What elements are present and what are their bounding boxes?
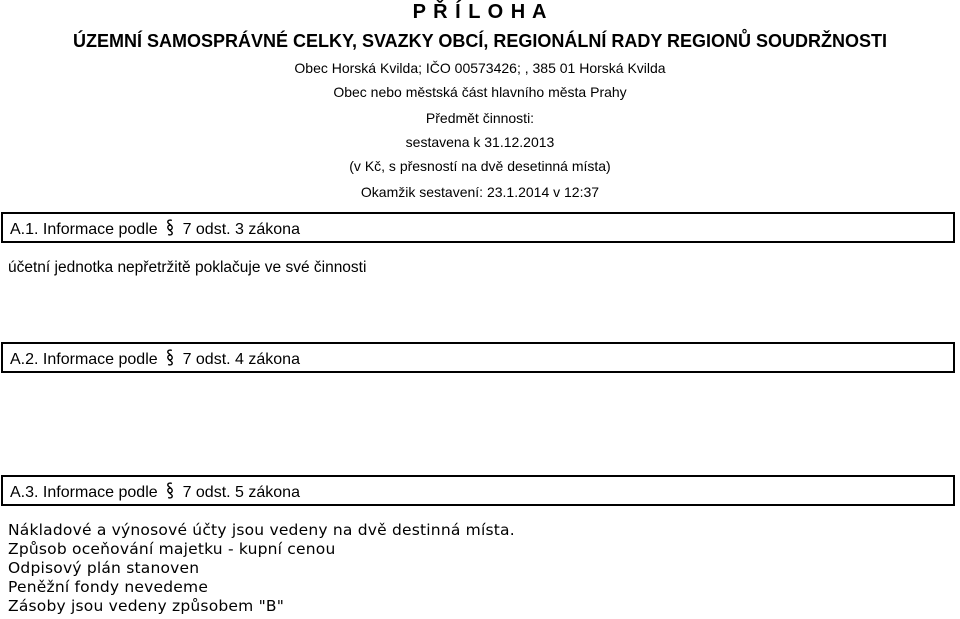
section-a1-label-before: Informace podle [42,221,158,238]
section-a3-header [1,475,955,506]
section-a3-body-line: Nákladové a výnosové účty jsou vedeny na dvě destinná místa. [8,521,515,539]
section-a2-label-before: Informace podle [42,351,158,368]
currency-note: (v Kč, s přesností na dvě desetinná místa) [349,158,611,174]
compiled-as-of: sestavena k 31.12.2013 [405,134,555,150]
paragraph-icon [166,349,174,366]
section-a1-body-line: účetní jednotka nepřetržitě poklačuje ve své činnosti [8,259,367,276]
entity-type: Obec nebo městská část hlavního města Prahy [333,84,627,100]
section-a2-code: A.2. [10,351,39,368]
document-subtitle: ÚZEMNÍ SAMOSPRÁVNÉ CELKY, SVAZKY OBCÍ, REGIONÁLNÍ RADY REGIONŮ SOUDRŽNOSTI [72,31,888,51]
section-a1-label-after: 7 odst. 3 zákona [182,221,300,238]
section-a3-label-before: Informace podle [42,484,158,501]
section-a2-label-after: 7 odst. 4 zákona [182,351,300,368]
paragraph-icon [166,219,174,236]
section-a3-label-after: 7 odst. 5 zákona [182,484,300,501]
section-a3-body-line: Zásoby jsou vedeny způsobem "B" [8,597,285,615]
section-a3-body-line: Peněžní fondy nevedeme [8,578,209,596]
section-a3-label [10,482,300,502]
document-title: P Ř Í L O H A [412,1,548,23]
section-a3-body-line: Způsob oceňování majetku - kupní cenou [8,540,336,558]
section-a3-body-line: Odpisový plán stanoven [8,559,200,577]
section-a1-header [1,212,955,243]
entity-line: Obec Horská Kvilda; IČO 00573426; , 385 01 Horská Kvilda [294,60,666,76]
section-a3-code: A.3. [10,484,39,501]
activity-label: Předmět činnosti: [425,110,535,126]
section-a2-header [1,342,955,373]
section-a1-code: A.1. [10,221,39,238]
section-a2-label [10,349,300,369]
section-a1-label [10,219,300,239]
paragraph-icon [166,482,174,499]
section-a3-body [8,521,515,616]
compiled-at: Okamžik sestavení: 23.1.2014 v 12:37 [360,184,600,200]
